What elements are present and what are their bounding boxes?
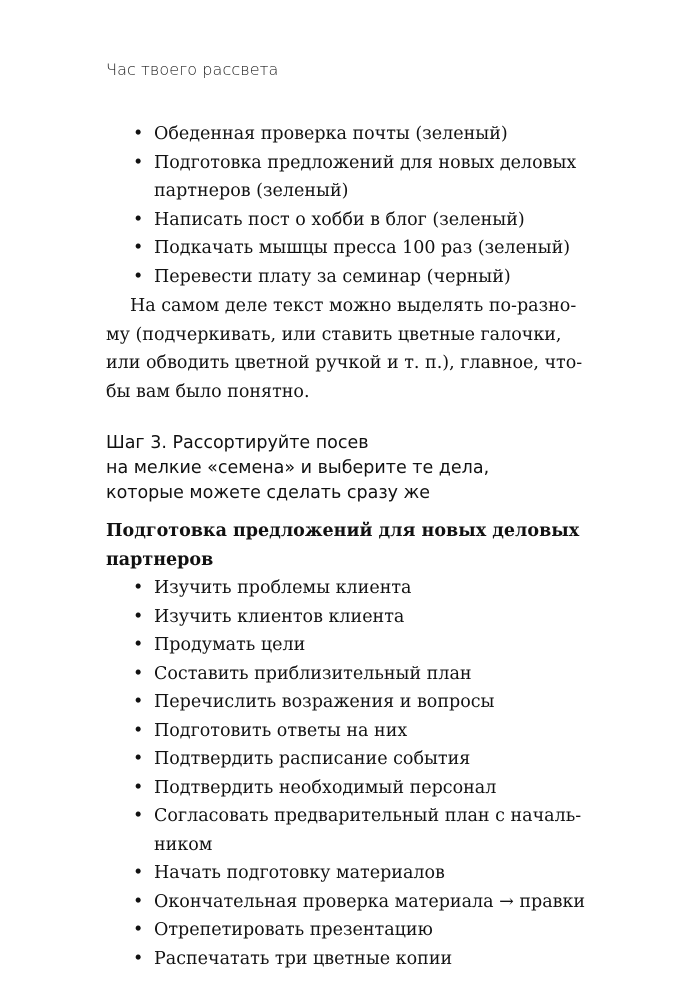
paragraph-line: му (подчеркивать, или ставить цветные галочки, xyxy=(106,324,562,345)
list-item-text: Изучить проблемы клиента xyxy=(154,578,412,598)
list-item-text: Перевести плату за семинар (черный) xyxy=(154,266,511,287)
paragraph-line: или обводить цветной ручкой и т. п.), главное, что- xyxy=(106,353,583,373)
paragraph-line: бы вам было понятно. xyxy=(106,381,310,402)
list-item xyxy=(130,916,590,945)
list-item-text: Отрепетировать презентацию xyxy=(154,920,433,940)
list-item-text: Продумать цели xyxy=(154,635,306,655)
list-item-text: Окончательная проверка материала → правки xyxy=(154,891,586,912)
list-item xyxy=(130,603,590,632)
body-paragraph xyxy=(106,292,583,406)
list-item xyxy=(130,745,590,774)
list-item xyxy=(130,717,590,746)
list-item xyxy=(130,234,590,263)
step-heading xyxy=(106,431,489,506)
paragraph-line: На самом деле текст можно выделять по-разно- xyxy=(130,296,577,316)
list-item-text: Изучить клиентов клиента xyxy=(154,606,405,627)
list-item xyxy=(130,120,590,149)
list-item-text: • Согласовать предварительный план с началь- xyxy=(154,806,582,826)
list-item xyxy=(130,688,590,717)
list-item xyxy=(130,263,590,292)
list-item-text: Подготовить ответы на них xyxy=(154,720,408,741)
list-item xyxy=(130,660,590,689)
list-item xyxy=(130,802,590,859)
list-item-text: Начать подготовку материалов xyxy=(154,863,445,883)
list-item xyxy=(130,945,590,974)
task-group-heading xyxy=(106,517,580,574)
list-item-text: Подтвердить расписание события xyxy=(154,749,471,769)
list-item-text-continued: партнеров (зеленый) xyxy=(154,181,349,201)
list-item xyxy=(130,631,590,660)
list-item-text: Подтвердить необходимый персонал xyxy=(154,777,497,798)
list-item-text: Составить приблизительный план xyxy=(154,663,472,684)
list-item xyxy=(130,206,590,235)
list-item xyxy=(130,149,590,206)
subtask-list xyxy=(130,574,590,973)
running-head: Час твоего рассвета xyxy=(106,60,279,79)
list-item-text: • Подготовка предложений для новых деловых xyxy=(154,152,577,173)
list-item xyxy=(130,859,590,888)
list-item xyxy=(130,774,590,803)
step-heading-line: которые можете сделать сразу же xyxy=(106,483,431,503)
color-tagged-task-list xyxy=(130,120,590,291)
list-item-text: Перечислить возражения и вопросы xyxy=(154,692,495,712)
step-heading-line: Шаг 3. Рассортируйте посев xyxy=(106,433,369,453)
list-item-text-continued: ником xyxy=(154,834,213,855)
list-item-text: Подкачать мышцы пресса 100 раз (зеленый) xyxy=(154,238,571,258)
list-item-text: Распечатать три цветные копии xyxy=(154,948,453,969)
step-heading-line: на мелкие «семена» и выберите те дела, xyxy=(106,458,490,478)
list-item xyxy=(130,574,590,603)
task-group-heading-line: Подготовка предложений для новых деловых xyxy=(106,521,580,541)
list-item-text: Написать пост о хобби в блог (зеленый) xyxy=(154,209,525,230)
list-item-text: Обеденная проверка почты (зеленый) xyxy=(154,124,508,144)
task-group-heading-line: партнеров xyxy=(106,549,214,570)
list-item xyxy=(130,888,590,917)
